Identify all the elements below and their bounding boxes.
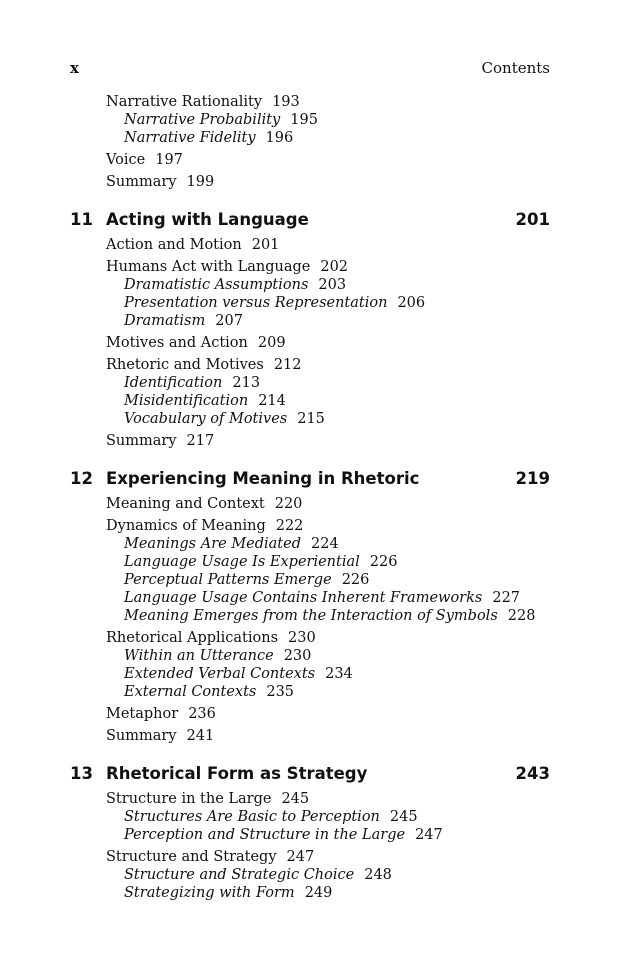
- toc-entry: [70, 236, 550, 254]
- subentry-page-number: 245: [389, 809, 418, 825]
- subentry-title: Structure and Strategic Choice: [124, 867, 355, 883]
- entry-title: Motives and Action: [106, 335, 248, 351]
- toc-subentry: [70, 589, 550, 607]
- toc-subentry: [70, 647, 550, 665]
- toc-entry: [70, 705, 550, 723]
- entry-title: Metaphor: [106, 706, 179, 722]
- toc-section: [70, 629, 550, 701]
- subentry-page-number: 247: [415, 827, 443, 843]
- toc-entry: [70, 151, 550, 169]
- toc-section: [70, 236, 550, 254]
- toc-entry: [70, 517, 550, 535]
- subentry-title: Within an Utterance: [124, 648, 274, 664]
- subentry-page-number: 226: [369, 554, 398, 570]
- subentry-title: Meanings Are Mediated: [124, 536, 301, 552]
- entry-title: Dynamics of Meaning: [106, 518, 266, 534]
- toc-subentry: [70, 535, 550, 553]
- toc-section: [70, 334, 550, 352]
- chapter-heading: [70, 762, 550, 786]
- table-of-contents: [70, 93, 550, 902]
- subentry-title: Perception and Structure in the Large: [124, 827, 406, 843]
- subentry-page-number: 215: [297, 411, 325, 427]
- chapter-heading: [70, 467, 550, 491]
- toc-section: [70, 93, 550, 147]
- toc-entry: [70, 173, 550, 191]
- toc-subentry: [70, 129, 550, 147]
- toc-section: [70, 517, 550, 625]
- subentry-title: Language Usage Is Experiential: [124, 554, 360, 570]
- entry-title: Rhetorical Applications: [106, 630, 279, 646]
- subentry-title: Vocabulary of Motives: [124, 411, 288, 427]
- subentry-page-number: 226: [341, 572, 370, 588]
- entry-title: Narrative Rationality: [106, 94, 263, 110]
- entry-page-number: 193: [272, 94, 300, 110]
- toc-section: [70, 495, 550, 513]
- toc-section: [70, 848, 550, 902]
- entry-page-number: 241: [186, 728, 215, 744]
- entry-title: Voice: [106, 152, 146, 168]
- toc-entry: [70, 432, 550, 450]
- chapter-page-number: 201: [515, 210, 550, 229]
- toc-entry: [70, 495, 550, 513]
- toc-section: [70, 727, 550, 745]
- toc-subentry: [70, 607, 550, 625]
- subentry-page-number: 203: [318, 277, 347, 293]
- subentry-title: Misidentification: [124, 393, 249, 409]
- toc-subentry: [70, 808, 550, 826]
- toc-entry: [70, 790, 550, 808]
- entry-title: Structure and Strategy: [106, 849, 277, 865]
- toc-entry: [70, 258, 550, 276]
- subentry-page-number: 213: [232, 375, 261, 391]
- entry-title: Summary: [106, 433, 177, 449]
- toc-subentry: [70, 683, 550, 701]
- subentry-title: Narrative Fidelity: [124, 130, 256, 146]
- toc-entry: [70, 93, 550, 111]
- toc-subentry: [70, 826, 550, 844]
- subentry-page-number: 235: [266, 684, 295, 700]
- subentry-title: Language Usage Contains Inherent Frameworks: [124, 590, 483, 606]
- subentry-title: Perceptual Patterns Emerge: [124, 572, 332, 588]
- running-head-title: Contents: [481, 59, 550, 77]
- subentry-page-number: 207: [215, 313, 243, 329]
- toc-section: [70, 356, 550, 428]
- toc-subentry: [70, 571, 550, 589]
- subentry-page-number: 234: [325, 666, 353, 682]
- entry-title: Rhetoric and Motives: [106, 357, 264, 373]
- toc-section: [70, 790, 550, 844]
- entry-title: Summary: [106, 174, 177, 190]
- toc-subentry: [70, 111, 550, 129]
- entry-page-number: 197: [155, 152, 183, 168]
- entry-page-number: 247: [286, 849, 315, 865]
- subentry-page-number: 196: [265, 130, 294, 146]
- toc-entry: [70, 727, 550, 745]
- entry-page-number: 201: [251, 237, 280, 253]
- subentry-page-number: 214: [258, 393, 286, 409]
- subentry-title: Extended Verbal Contexts: [124, 666, 316, 682]
- page-number: x: [70, 59, 79, 77]
- subentry-title: External Contexts: [124, 684, 257, 700]
- toc-section: [70, 258, 550, 330]
- toc-entry: [70, 356, 550, 374]
- running-head: [70, 58, 550, 78]
- entry-page-number: 236: [188, 706, 216, 722]
- subentry-page-number: 195: [290, 112, 318, 128]
- chapter-number: 11: [70, 210, 93, 229]
- chapter-title: Rhetorical Form as Strategy: [106, 764, 368, 783]
- toc-subentry: [70, 553, 550, 571]
- toc-section: [70, 432, 550, 450]
- toc-subentry: [70, 312, 550, 330]
- toc-subentry: [70, 866, 550, 884]
- entry-page-number: 222: [275, 518, 304, 534]
- subentry-page-number: 224: [311, 536, 339, 552]
- toc-subentry: [70, 276, 550, 294]
- entry-page-number: 209: [257, 335, 286, 351]
- entry-title: Meaning and Context: [106, 496, 265, 512]
- entry-page-number: 199: [186, 174, 215, 190]
- entry-page-number: 245: [281, 791, 310, 807]
- chapter-page-number: 243: [515, 764, 550, 783]
- toc-subentry: [70, 392, 550, 410]
- toc-section: [70, 705, 550, 723]
- subentry-title: Dramatism: [124, 313, 206, 329]
- subentry-title: Strategizing with Form: [124, 885, 295, 901]
- chapter-number: 12: [70, 469, 93, 488]
- subentry-title: Presentation versus Representation: [124, 295, 388, 311]
- subentry-title: Dramatistic Assumptions: [124, 277, 309, 293]
- subentry-title: Narrative Probability: [124, 112, 281, 128]
- subentry-title: Structures Are Basic to Perception: [124, 809, 380, 825]
- entry-page-number: 230: [288, 630, 316, 646]
- toc-subentry: [70, 665, 550, 683]
- subentry-page-number: 248: [364, 867, 392, 883]
- entry-page-number: 212: [273, 357, 302, 373]
- entry-title: Humans Act with Language: [106, 259, 311, 275]
- toc-subentry: [70, 374, 550, 392]
- subentry-title: Meaning Emerges from the Interaction of Symbols: [124, 608, 498, 624]
- subentry-page-number: 206: [397, 295, 426, 311]
- toc-subentry: [70, 884, 550, 902]
- subentry-page-number: 230: [283, 648, 312, 664]
- toc-entry: [70, 629, 550, 647]
- subentry-page-number: 227: [492, 590, 521, 606]
- toc-subentry: [70, 294, 550, 312]
- toc-section: [70, 151, 550, 169]
- chapter-number: 13: [70, 764, 93, 783]
- entry-title: Action and Motion: [106, 237, 242, 253]
- toc-subentry: [70, 410, 550, 428]
- toc-section: [70, 173, 550, 191]
- chapter-page-number: 219: [515, 469, 550, 488]
- toc-entry: [70, 848, 550, 866]
- entry-page-number: 220: [274, 496, 303, 512]
- subentry-page-number: 228: [507, 608, 536, 624]
- chapter-title: Experiencing Meaning in Rhetoric: [106, 469, 420, 488]
- entry-page-number: 202: [320, 259, 349, 275]
- toc-entry: [70, 334, 550, 352]
- entry-title: Structure in the Large: [106, 791, 272, 807]
- entry-title: Summary: [106, 728, 177, 744]
- chapter-heading: [70, 208, 550, 232]
- chapter-title: Acting with Language: [106, 210, 309, 229]
- entry-page-number: 217: [186, 433, 215, 449]
- subentry-title: Identification: [124, 375, 223, 391]
- subentry-page-number: 249: [304, 885, 333, 901]
